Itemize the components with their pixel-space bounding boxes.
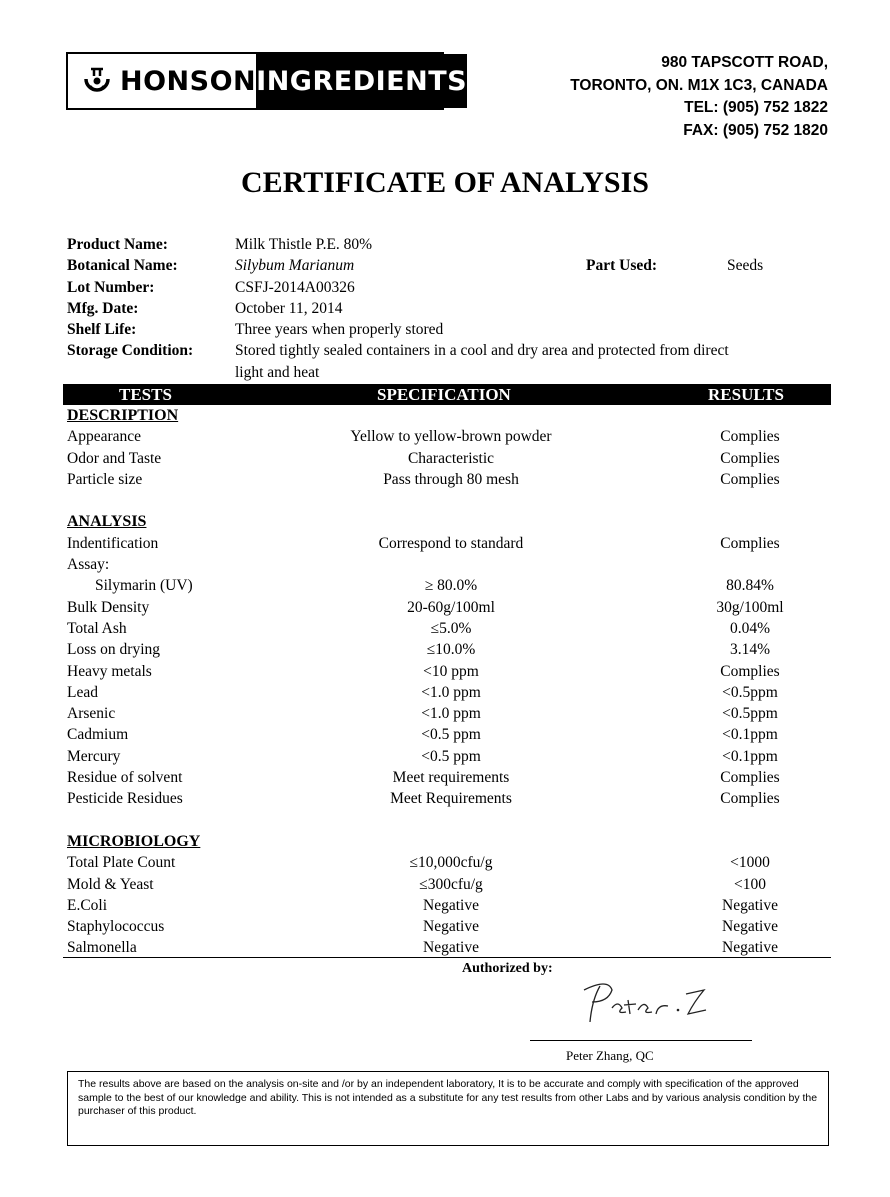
- table-header: [63, 384, 831, 405]
- logo-left-panel: [68, 54, 256, 108]
- section-heading-row: [63, 831, 831, 852]
- address-line-1: 980 TAPSCOTT ROAD,: [661, 54, 828, 71]
- table-bottom-rule: [63, 957, 831, 958]
- table-row: [63, 597, 831, 618]
- specification: <10 ppm: [423, 662, 479, 680]
- logo-text-honson: HONSON: [120, 65, 257, 97]
- table-row: [63, 575, 831, 596]
- result: Complies: [720, 662, 780, 680]
- test-name: Appearance: [67, 428, 142, 446]
- address-line-2: TORONTO, ON. M1X 1C3, CANADA: [570, 76, 828, 94]
- storage-condition-label: Storage Condition:: [67, 342, 194, 360]
- specification: Pass through 80 mesh: [383, 470, 519, 488]
- info-row-mfg: [67, 298, 827, 319]
- section-title-description: DESCRIPTION: [67, 407, 179, 424]
- test-name: Arsenic: [67, 705, 116, 723]
- table-row: [63, 746, 831, 767]
- table-row: [63, 426, 831, 447]
- result: Complies: [720, 534, 780, 552]
- signer-name: Peter Zhang, QC: [566, 1048, 654, 1063]
- storage-condition-line-1: Stored tightly sealed containers in a cool and dry area and protected from direct: [235, 342, 729, 360]
- specification: Negative: [423, 939, 479, 957]
- table-row: [63, 448, 831, 469]
- table-row: [63, 469, 831, 490]
- info-row-storage: [67, 340, 827, 383]
- address-fax: FAX: (905) 752 1820: [683, 121, 828, 139]
- result: Complies: [720, 470, 780, 488]
- test-name: Odor and Taste: [67, 449, 162, 467]
- test-name: Loss on drying: [67, 641, 160, 659]
- test-name: Particle size: [67, 470, 143, 488]
- shelf-life-label: Shelf Life:: [67, 321, 137, 339]
- mfg-date-value: October 11, 2014: [235, 299, 343, 317]
- result: Negative: [722, 896, 778, 914]
- info-row-product: [67, 234, 827, 255]
- specification: Correspond to standard: [378, 534, 524, 552]
- specification: 20-60g/100ml: [407, 598, 495, 616]
- table-row: [63, 788, 831, 809]
- test-name: Silymarin (UV): [95, 577, 193, 595]
- test-name: E.Coli: [67, 896, 108, 914]
- test-name: Salmonella: [67, 939, 137, 957]
- test-name: Pesticide Residues: [67, 790, 183, 808]
- botanical-name-label: Botanical Name:: [67, 257, 178, 275]
- result: <100: [734, 875, 766, 893]
- section-heading-row: [63, 511, 831, 532]
- lot-number-value: CSFJ-2014A00326: [235, 278, 355, 296]
- test-name: Assay:: [67, 556, 110, 574]
- logo-right-panel: [256, 54, 467, 108]
- spacer-row: [63, 490, 831, 511]
- part-used-value: Seeds: [727, 257, 764, 275]
- flask-leaf-icon: [82, 66, 112, 96]
- table-row: [63, 703, 831, 724]
- table-row: [63, 661, 831, 682]
- signature-image: [578, 978, 718, 1028]
- result: Negative: [722, 918, 778, 936]
- info-row-botanical: [67, 255, 827, 276]
- test-name: Cadmium: [67, 726, 129, 744]
- botanical-name-value: Silybum Marianum: [235, 257, 355, 275]
- disclaimer-box: The results above are based on the analysis on-site and /or by an independent laboratory, It is to be accurate and comply with specification of the approved sample to the best of our knowledge and ability. This is not intended as a substitute for any test results from other Labs and by various analysis condition by the purchaser of this product.: [67, 1071, 829, 1146]
- test-name: Total Ash: [67, 619, 127, 637]
- results-table: [63, 405, 831, 959]
- lot-number-label: Lot Number:: [67, 278, 155, 296]
- table-row: [63, 639, 831, 660]
- table-row: [63, 618, 831, 639]
- signature-line: [530, 1040, 752, 1041]
- specification: ≤10.0%: [426, 641, 476, 659]
- result: <1000: [730, 854, 770, 872]
- logo-text-ingredients: INGREDIENTS: [256, 65, 468, 97]
- specification: <1.0 ppm: [421, 705, 481, 723]
- info-row-lot: [67, 277, 827, 298]
- specification: Negative: [423, 918, 479, 936]
- header-specification: SPECIFICATION: [377, 385, 511, 404]
- specification: Meet Requirements: [390, 790, 512, 808]
- result: <0.5ppm: [722, 683, 778, 701]
- mfg-date-label: Mfg. Date:: [67, 299, 139, 317]
- result: 80.84%: [726, 577, 774, 595]
- table-row: [63, 533, 831, 554]
- table-row: [63, 937, 831, 958]
- specification: Characteristic: [407, 449, 495, 467]
- table-row: [63, 852, 831, 873]
- test-name: Heavy metals: [67, 662, 152, 680]
- result: 30g/100ml: [716, 598, 784, 616]
- company-logo: [66, 52, 468, 110]
- specification: ≤300cfu/g: [419, 875, 483, 893]
- test-name: Bulk Density: [67, 598, 150, 616]
- storage-condition-line-2: light and heat: [235, 363, 320, 381]
- result: 0.04%: [729, 619, 771, 637]
- header-tests: TESTS: [119, 385, 172, 404]
- result: Complies: [720, 769, 780, 787]
- address-phone: TEL: (905) 752 1822: [684, 99, 828, 116]
- test-name: Staphylococcus: [67, 918, 165, 936]
- spacer-row: [63, 810, 831, 831]
- document-title: CERTIFICATE OF ANALYSIS: [241, 166, 649, 199]
- result: 3.14%: [729, 641, 771, 659]
- table-row: [63, 895, 831, 916]
- result: <0.1ppm: [722, 726, 778, 744]
- test-name: Residue of solvent: [67, 769, 183, 787]
- specification: Meet requirements: [392, 769, 510, 787]
- section-title-microbiology: MICROBIOLOGY: [67, 832, 201, 850]
- section-heading-row: [63, 405, 831, 426]
- result: Complies: [720, 790, 780, 808]
- test-name: Lead: [67, 683, 98, 701]
- header-results: RESULTS: [708, 385, 784, 404]
- test-name: Indentification: [67, 534, 159, 552]
- storage-condition-value: [235, 340, 827, 383]
- shelf-life-value: Three years when properly stored: [235, 321, 444, 339]
- table-row: [63, 874, 831, 895]
- specification: Negative: [423, 896, 479, 914]
- specification: <0.5 ppm: [421, 747, 481, 765]
- authorized-by-label: Authorized by:: [462, 961, 553, 976]
- test-name: Total Plate Count: [67, 854, 176, 872]
- result: <0.5ppm: [722, 705, 778, 723]
- specification: Yellow to yellow-brown powder: [350, 428, 552, 446]
- part-used-label: Part Used:: [586, 257, 658, 275]
- specification: <0.5 ppm: [421, 726, 481, 744]
- table-row: [63, 682, 831, 703]
- product-name-value: Milk Thistle P.E. 80%: [235, 236, 373, 253]
- product-name-label: Product Name:: [67, 236, 168, 253]
- table-row: [63, 916, 831, 937]
- specification: ≤10,000cfu/g: [409, 854, 493, 872]
- specification: ≥ 80.0%: [424, 577, 478, 595]
- table-row: [63, 724, 831, 745]
- test-name: Mercury: [67, 747, 121, 765]
- info-row-shelf: [67, 319, 827, 340]
- test-name: Mold & Yeast: [67, 875, 154, 893]
- result: Negative: [722, 939, 778, 957]
- result: <0.1ppm: [722, 747, 778, 765]
- table-row: [63, 554, 831, 575]
- result: Complies: [720, 449, 780, 467]
- company-address: [570, 52, 828, 142]
- result: Complies: [720, 428, 780, 446]
- product-info: [67, 234, 827, 383]
- specification: <1.0 ppm: [421, 683, 481, 701]
- specification: ≤5.0%: [430, 619, 472, 637]
- table-row: [63, 767, 831, 788]
- section-title-analysis: ANALYSIS: [67, 513, 147, 531]
